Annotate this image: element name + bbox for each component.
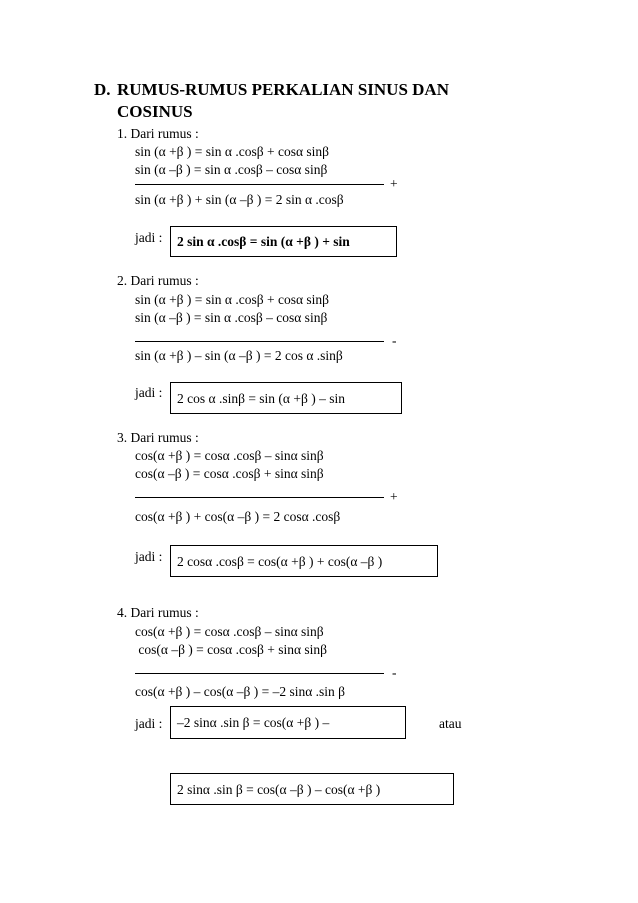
result-line: cos(α +β ) + cos(α –β ) = 2 cosα .cosβ	[135, 509, 341, 524]
result-line: sin (α +β ) – sin (α –β ) = 2 cos α .sinβ	[135, 348, 343, 363]
formula-line: sin (α –β ) = sin α .cosβ – cosα sinβ	[135, 162, 328, 177]
heading-line2: COSINUS	[117, 102, 193, 121]
result-box	[170, 545, 438, 577]
difference-rule	[135, 341, 384, 342]
heading-line1: RUMUS-RUMUS PERKALIAN SINUS DAN	[117, 80, 449, 99]
formula-line: cos(α +β ) = cosα .cosβ – sinα sinβ	[135, 624, 324, 639]
jadi-label: jadi :	[135, 230, 163, 245]
result-box	[170, 226, 397, 257]
section-intro: 2. Dari rumus :	[117, 273, 199, 288]
sum-rule	[135, 184, 384, 185]
formula-line: sin (α +β ) = sin α .cosβ + cosα sinβ	[135, 292, 330, 307]
atau-label: atau	[439, 716, 462, 731]
formula-line: cos(α –β ) = cosα .cosβ + sinα sinβ	[135, 642, 328, 657]
operator-sign: +	[390, 489, 398, 504]
alternate-result-box	[170, 773, 454, 805]
result-line: cos(α +β ) – cos(α –β ) = –2 sinα .sin β	[135, 684, 346, 699]
boxed-formula: 2 cosα .cosβ = cos(α +β ) + cos(α –β )	[177, 553, 383, 569]
jadi-label: jadi :	[135, 385, 163, 400]
formula-line: sin (α –β ) = sin α .cosβ – cosα sinβ	[135, 310, 328, 325]
operator-sign: -	[392, 665, 397, 680]
result-box	[170, 382, 402, 414]
formula-line: sin (α +β ) = sin α .cosβ + cosα sinβ	[135, 144, 330, 159]
formula-line: cos(α –β ) = cosα .cosβ + sinα sinβ	[135, 466, 324, 481]
boxed-formula: 2 cos α .sinβ = sin (α +β ) – sin	[177, 390, 345, 406]
section-intro: 4. Dari rumus :	[117, 605, 199, 620]
sum-rule	[135, 497, 384, 498]
operator-sign: +	[390, 176, 398, 191]
boxed-formula: –2 sinα .sin β = cos(α +β ) –	[177, 715, 330, 730]
difference-rule	[135, 673, 384, 674]
operator-sign: -	[392, 333, 397, 348]
boxed-formula-alt: 2 sinα .sin β = cos(α –β ) – cos(α +β )	[177, 781, 381, 797]
section-intro: 3. Dari rumus :	[117, 430, 199, 445]
jadi-label: jadi :	[135, 549, 163, 564]
heading-prefix: D.	[94, 80, 111, 99]
section-intro: 1. Dari rumus :	[117, 126, 199, 141]
formula-line: cos(α +β ) = cosα .cosβ – sinα sinβ	[135, 448, 324, 463]
result-box	[170, 706, 406, 739]
result-line: sin (α +β ) + sin (α –β ) = 2 sin α .cosβ	[135, 192, 344, 207]
boxed-formula: 2 sin α .cosβ = sin (α +β ) + sin	[177, 234, 350, 249]
jadi-label: jadi :	[135, 716, 163, 731]
